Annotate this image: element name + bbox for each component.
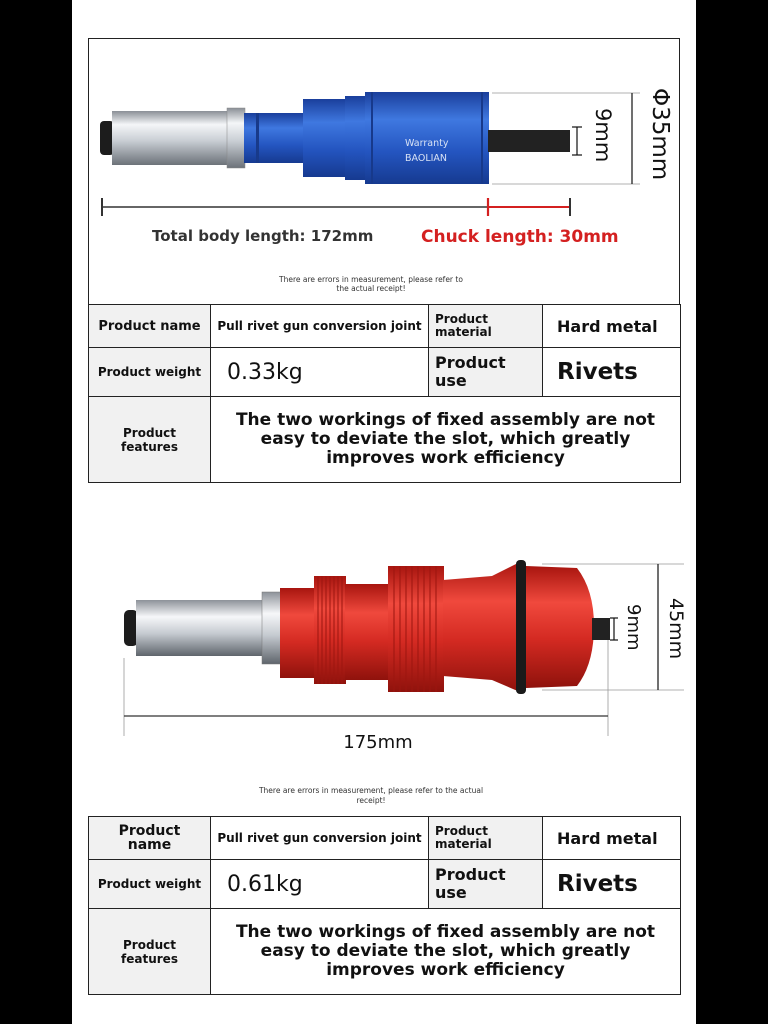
material-value: Hard metal xyxy=(543,817,681,860)
hex-nut xyxy=(227,108,245,168)
dim-shaft-9mm: 9mm xyxy=(623,604,644,651)
chrome-nozzle xyxy=(112,111,228,165)
chrome-nozzle xyxy=(136,600,264,656)
engraving-warranty: Warranty xyxy=(405,138,449,149)
weight-label: Product weight xyxy=(89,348,211,397)
engraving-brand: BAOLIAN xyxy=(405,153,448,164)
material-label: Product material xyxy=(429,817,543,860)
red-nose xyxy=(526,566,594,688)
material-value: Hard metal xyxy=(543,305,681,348)
hex-shaft xyxy=(488,130,570,152)
product-spec-page xyxy=(72,0,696,1024)
hex-shaft xyxy=(592,618,610,640)
dim-shaft-9mm: 9mm xyxy=(591,108,615,163)
use-label: Product use xyxy=(429,348,543,397)
use-value: Rivets xyxy=(543,860,681,909)
red-middle xyxy=(345,584,389,680)
blue-coupler xyxy=(244,113,304,163)
features-value: The two workings of fixed assembly are not easy to deviate the slot, which greatly improves work efficiency xyxy=(211,909,681,995)
name-value: Pull rivet gun conversion joint xyxy=(211,817,429,860)
features-label: Product features xyxy=(89,909,211,995)
measure-note-line2: receipt! xyxy=(356,796,386,805)
features-label: Product features xyxy=(89,397,211,483)
material-label: Product material xyxy=(429,305,543,348)
product1-spec-table xyxy=(88,304,681,483)
weight-label: Product weight xyxy=(89,860,211,909)
red-coupler xyxy=(280,588,316,678)
name-label: Product name xyxy=(89,817,211,860)
nozzle-tip xyxy=(100,121,114,155)
features-value: The two workings of fixed assembly are not easy to deviate the slot, which greatly improves work efficiency xyxy=(211,397,681,483)
measure-note-line2: the actual receipt! xyxy=(336,284,406,293)
product1-tool-illustration xyxy=(72,0,696,300)
nozzle-tip xyxy=(124,610,138,646)
blue-collar xyxy=(303,99,345,177)
total-length-label: Total body length: 172mm xyxy=(152,227,374,245)
name-label: Product name xyxy=(89,305,211,348)
weight-value: 0.61kg xyxy=(211,860,429,909)
measure-note-line1: There are errors in measurement, please refer to the actual xyxy=(258,786,484,795)
product2-spec-table xyxy=(88,816,681,995)
o-ring xyxy=(516,560,526,694)
name-value: Pull rivet gun conversion joint xyxy=(211,305,429,348)
weight-value: 0.33kg xyxy=(211,348,429,397)
measure-note-line1: There are errors in measurement, please refer to xyxy=(279,275,463,284)
dim-height-45mm: 45mm xyxy=(665,598,687,660)
use-label: Product use xyxy=(429,860,543,909)
red-flare xyxy=(443,562,520,692)
total-length-175mm: 175mm xyxy=(343,732,413,753)
product2-tool-illustration xyxy=(72,540,696,820)
use-value: Rivets xyxy=(543,348,681,397)
chuck-length-label: Chuck length: 30mm xyxy=(421,227,619,247)
dim-diameter-35mm: Φ35mm xyxy=(647,88,673,181)
